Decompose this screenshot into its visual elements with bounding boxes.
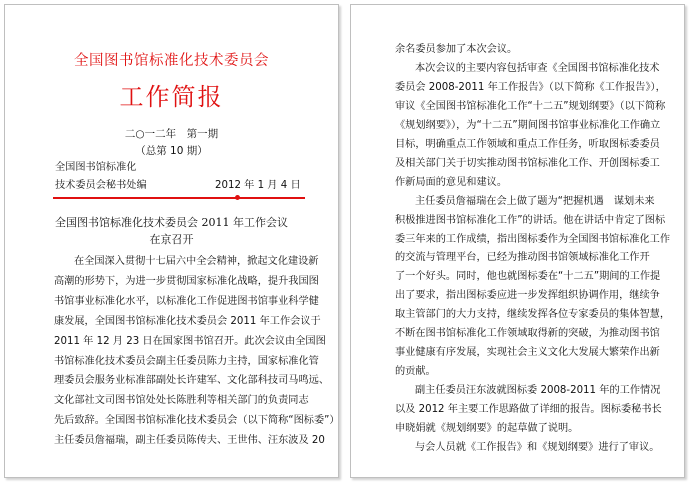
issue-number: 二○一二年 第一期 bbox=[124, 128, 219, 140]
body-text-line: 及相关部门关于切实推动图书馆标准化工作、开创图标委工 bbox=[395, 157, 660, 169]
body-text-line: 书馆事业标准化水平，以标准化工作促进图书馆事业科学健 bbox=[54, 295, 319, 307]
headline-line-1: 全国图书馆标准化技术委员会 2011 年工作会议 bbox=[55, 216, 288, 229]
total-issue-number: （总第 10 期） bbox=[135, 145, 208, 157]
body-text-line: 先后致辞。全国图书馆标准化技术委员会（以下简称“图标委”） bbox=[54, 415, 340, 427]
body-text-line: 委员会 2008-2011 年工作报告》（以下简称《工作报告》）， bbox=[395, 81, 666, 93]
body-text-line: 文化部社文司图书馆处处长陈胜利等相关部门的负责同志 bbox=[54, 395, 309, 407]
body-text-line: 书馆标准化技术委员会副主任委员陈力主持，国家标准化管 bbox=[54, 355, 319, 367]
publication-date: 2012 年 1 月 4 日 bbox=[215, 180, 301, 191]
header-divider bbox=[53, 197, 305, 199]
body-text-line: 康发展，全国图书馆标准化技术委员会 2011 年工作会议于 bbox=[54, 315, 321, 327]
body-text-line: 出了要求，指出图标委应进一步发挥组织协调作用，继续争 bbox=[395, 290, 660, 302]
body-text-line: 副主任委员汪东波就图标委 2008-2011 年的工作情况 bbox=[415, 385, 661, 397]
body-text-line: 审议《全国图书馆标准化工作“十二五”规划纲要》（以下简称 bbox=[395, 100, 666, 112]
body-text-line: 主任委员詹福瑞在会上做了题为“把握机遇 谋划未来 bbox=[415, 195, 655, 207]
body-text-line: 不断在图书馆标准化工作领域取得新的突破，为推动图书馆 bbox=[395, 328, 660, 340]
body-text-line: 作新局面的意见和建议。 bbox=[395, 176, 508, 188]
body-text-line: 余名委员参加了本次会议。 bbox=[395, 44, 518, 55]
organization-name: 全国图书馆标准化技术委员会 bbox=[74, 53, 269, 69]
divider-dot bbox=[235, 195, 240, 200]
body-text-line: 了一个好头。同时，他也就图标委在“十二五”期间的工作提 bbox=[395, 271, 661, 283]
body-text-line: 的贡献。 bbox=[395, 366, 436, 378]
body-text-line: 的交流与管理平台，已经为推动图书馆领域标准化工作开 bbox=[395, 252, 650, 264]
body-text-line: 事业健康有序发展，实现社会主义文化大发展大繁荣作出新 bbox=[395, 347, 660, 359]
body-text-line: 与会人员就《工作报告》和《规划纲要》进行了审议。 bbox=[415, 441, 660, 453]
document-page-1 bbox=[4, 4, 339, 478]
publisher-line-2: 技术委员会秘书处编 bbox=[55, 180, 147, 191]
body-text-line: 主任委员詹福瑞，副主任委员陈传夫、王世伟、汪东波及 20 bbox=[54, 435, 325, 447]
body-text-line: 本次会议的主要内容包括审查《全国图书馆标准化技术 bbox=[415, 62, 660, 74]
publisher-line-1: 全国图书馆标准化 bbox=[55, 162, 137, 173]
body-text-line: 2011 年 12 月 23 日在国家图书馆召开。此次会议由全国图 bbox=[54, 335, 326, 347]
body-text-line: 《规划纲要》），为“十二五”期间图书馆事业标准化工作确立 bbox=[395, 119, 661, 131]
body-text-line: 取主管部门的大力支持，继续发挥各位专家委员的集体智慧， bbox=[395, 309, 671, 321]
body-text-line: 以及 2012 年主要工作思路做了详细的报告。图标委秘书长 bbox=[395, 404, 662, 416]
body-text-line: 在全国深入贯彻十七届六中全会精神，掀起文化建设新 bbox=[74, 256, 319, 267]
body-text-line: 理委员会服务业标准部副处长许建军、文化部科技司马鸣远、 bbox=[54, 375, 330, 387]
body-text-line: 申晓娟就《规划纲要》的起草做了说明。 bbox=[395, 423, 579, 434]
bulletin-title: 工作简报 bbox=[119, 83, 224, 111]
headline-line-2: 在京召开 bbox=[149, 233, 194, 246]
body-text-line: 委三年来的工作成绩，指出图标委作为全国图书馆标准化工作 bbox=[395, 233, 671, 245]
document-page-2 bbox=[350, 4, 685, 478]
body-text-line: 目标，明确重点工作领域和重点工作任务，听取图标委委员 bbox=[395, 138, 660, 150]
body-text-line: 积极推进图书馆标准化工作”的讲话。他在讲话中肯定了图标 bbox=[395, 214, 666, 226]
body-text-line: 高潮的形势下，为进一步贯彻国家标准化战略，提升我国图 bbox=[54, 275, 319, 287]
